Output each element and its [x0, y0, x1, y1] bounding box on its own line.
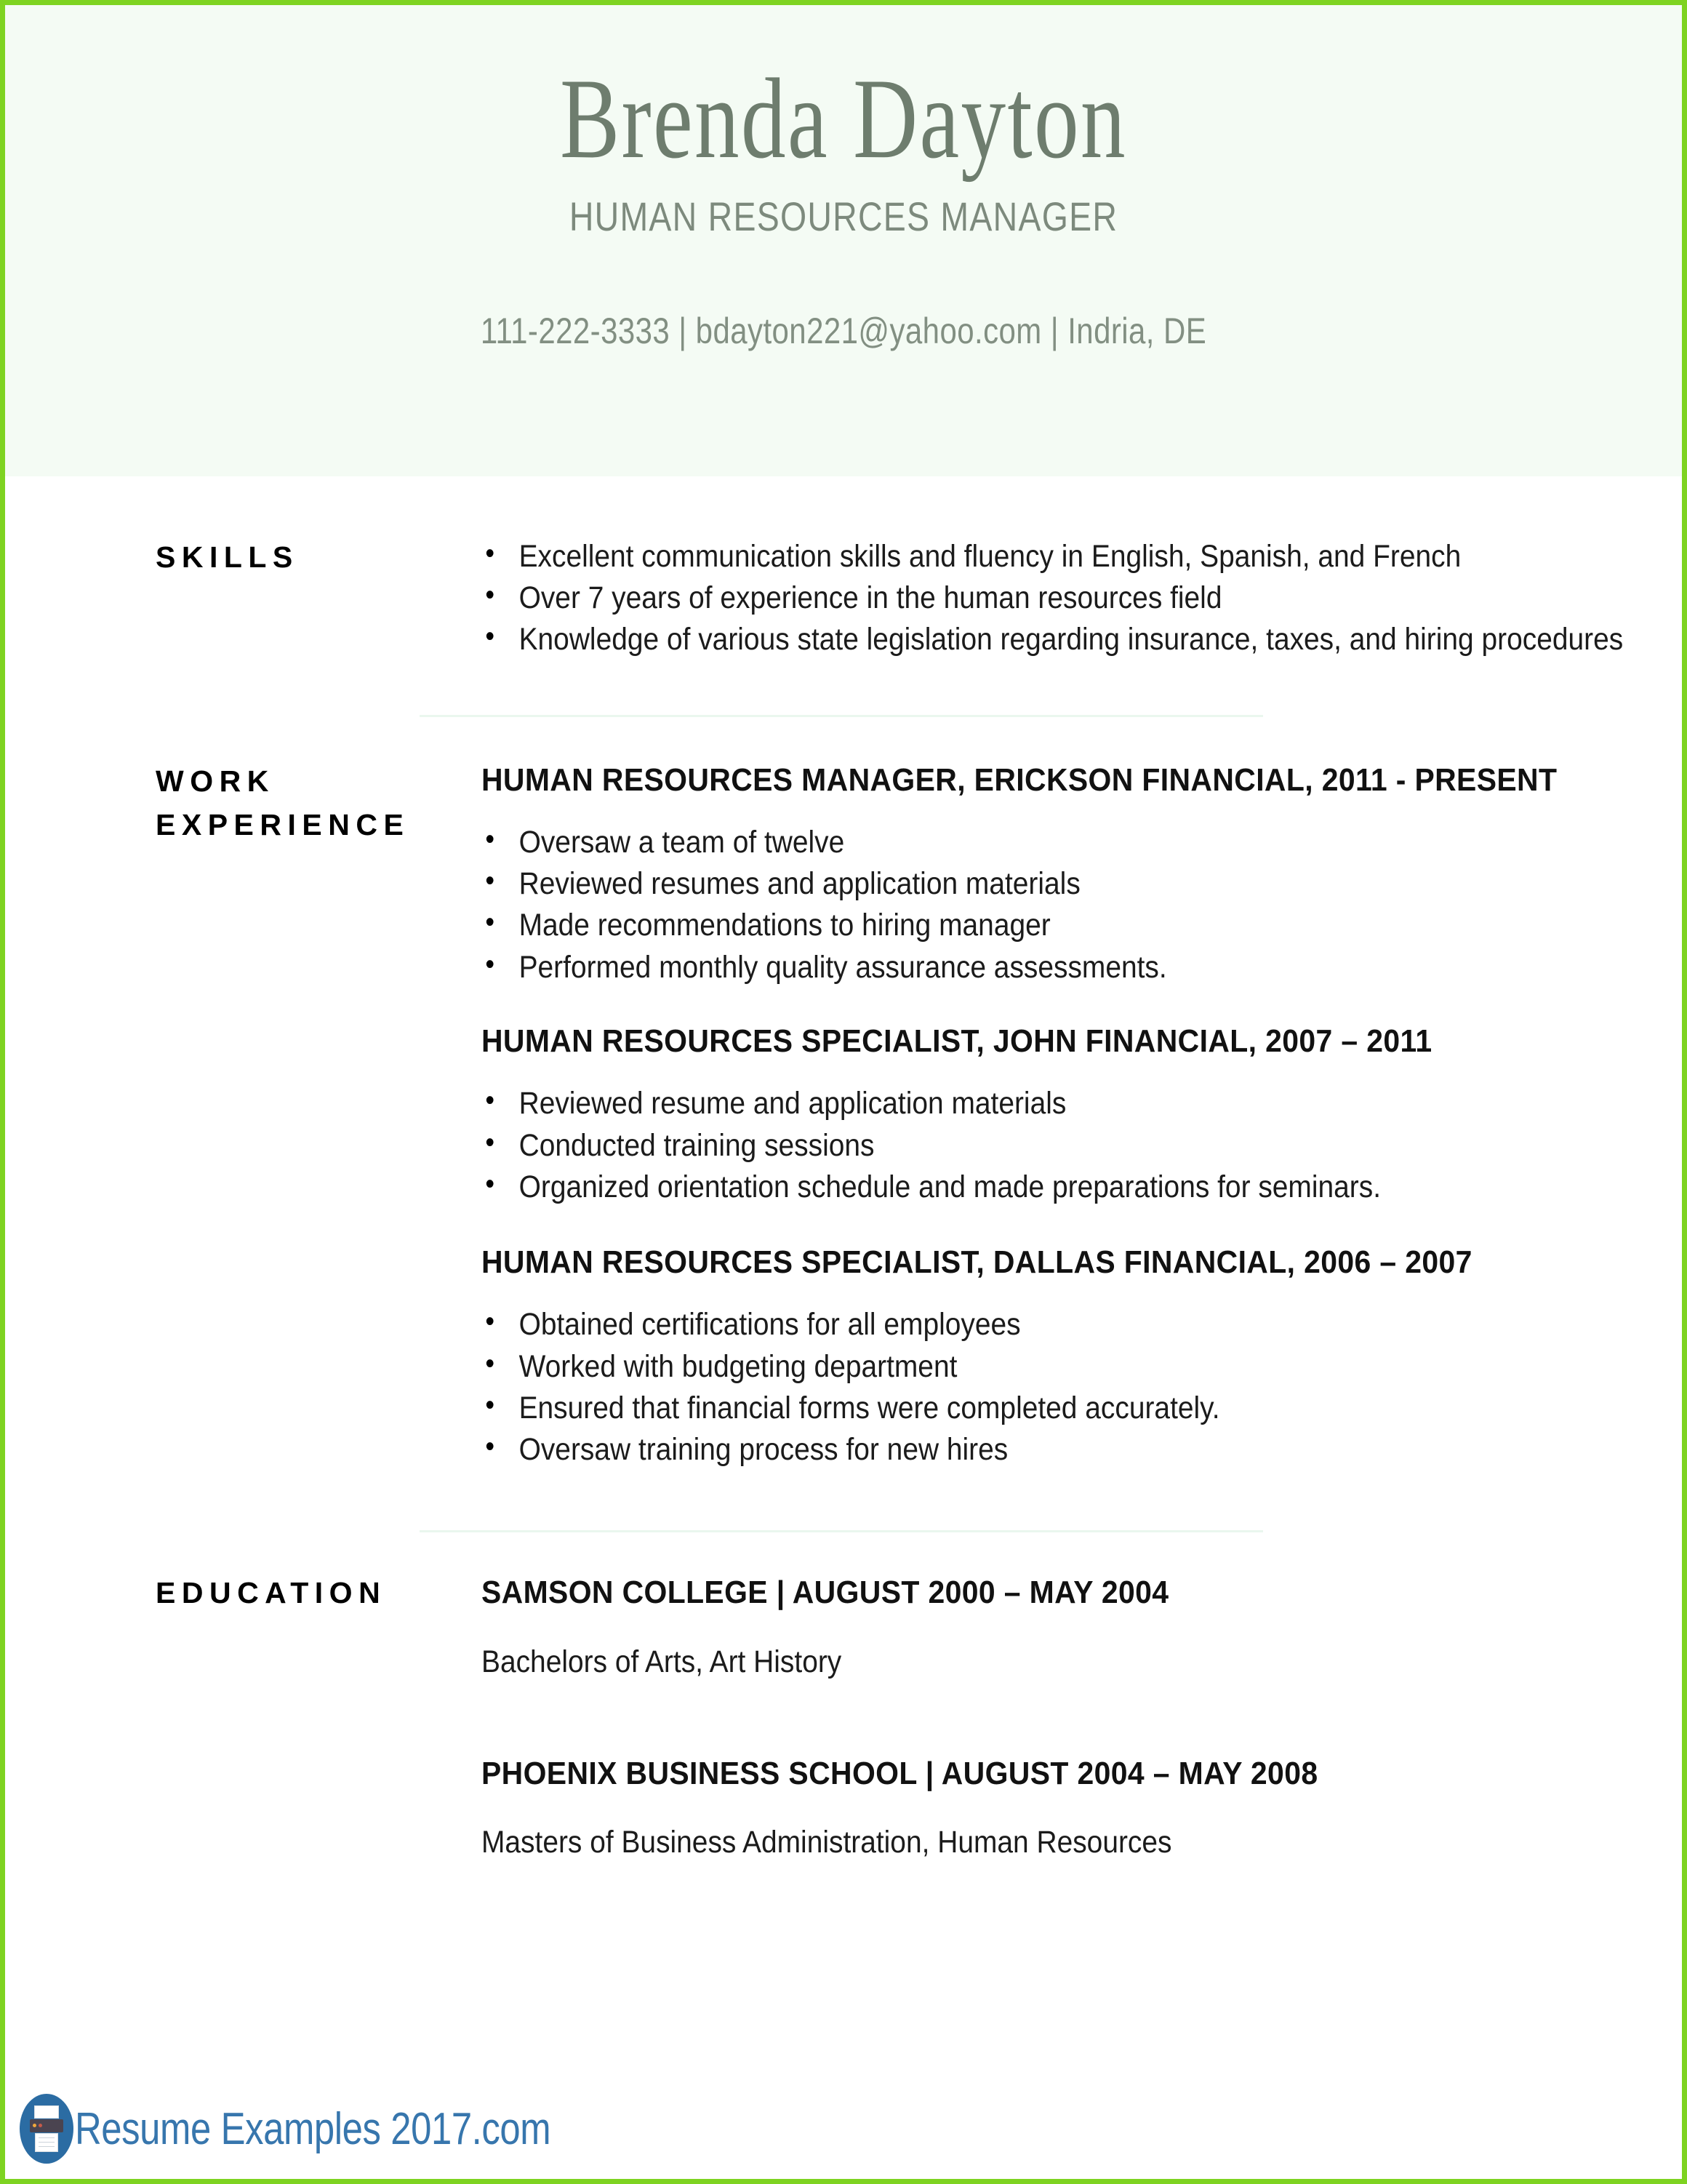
list-item: • Knowledge of various state legislation regarding insurance, taxes, and hiring procedures: [481, 619, 1669, 660]
section-label-line-2: EXPERIENCE: [156, 808, 410, 842]
list-item: • Ensured that financial forms were completed accurately.: [481, 1388, 1669, 1429]
education-entry: [481, 1572, 1637, 1682]
list-item: • Worked with budgeting department: [481, 1346, 1669, 1388]
section-label-work-experience: [5, 759, 481, 847]
section-label-skills: SKILLS: [156, 540, 299, 574]
skills-list: [481, 536, 1637, 661]
candidate-job-title: HUMAN RESOURCES MANAGER: [569, 193, 1118, 239]
printer-icon: [20, 2094, 73, 2164]
work-entry: [481, 759, 1637, 988]
education-entry-detail: Bachelors of Arts, Art History: [481, 1644, 842, 1679]
list-item: • Conducted training sessions: [481, 1125, 1669, 1167]
education-entry-title: SAMSON COLLEGE | AUGUST 2000 – MAY 2004: [481, 1575, 1169, 1611]
footer-watermark[interactable]: [20, 2089, 655, 2169]
education-entry: [481, 1753, 1637, 1863]
skills-content: [481, 536, 1682, 661]
work-content: [481, 759, 1682, 1471]
list-item: • Performed monthly quality assurance assessments.: [481, 947, 1669, 988]
list-item: • Over 7 years of experience in the human resources field: [481, 577, 1669, 619]
footer-brand-text: Resume Examples 2017.com: [75, 2103, 551, 2154]
list-item: • Excellent communication skills and fluency in English, Spanish, and French: [481, 536, 1669, 577]
list-item: • Organized orientation schedule and made preparations for seminars.: [481, 1167, 1669, 1208]
resume-header: [5, 5, 1682, 476]
work-entry-bullets: [481, 822, 1637, 988]
work-entry-title: HUMAN RESOURCES SPECIALIST, DALLAS FINANCIAL, 2006 – 2007: [481, 1244, 1472, 1280]
list-item: • Oversaw training process for new hires: [481, 1429, 1669, 1471]
section-label-line-1: WORK: [156, 764, 275, 798]
section-label-education: EDUCATION: [156, 1576, 387, 1610]
education-entry-detail: Masters of Business Administration, Human Resources: [481, 1825, 1172, 1860]
contact-line: 111-222-3333 | bdayton221@yahoo.com | Indria, DE: [480, 311, 1207, 351]
work-entry-title: HUMAN RESOURCES SPECIALIST, JOHN FINANCIAL, 2007 – 2011: [481, 1023, 1432, 1059]
work-entry: [481, 1241, 1637, 1471]
education-content: [481, 1572, 1682, 1863]
list-item: • Oversaw a team of twelve: [481, 822, 1669, 863]
education-entry-title: PHOENIX BUSINESS SCHOOL | AUGUST 2004 – MAY 2008: [481, 1755, 1318, 1791]
section-skills: [5, 476, 1682, 661]
list-item: • Obtained certifications for all employees: [481, 1304, 1669, 1345]
work-entry-title: HUMAN RESOURCES MANAGER, ERICKSON FINANCIAL, 2011 - PRESENT: [481, 761, 1558, 798]
work-entry-bullets: [481, 1304, 1637, 1471]
section-education: [5, 1532, 1682, 1863]
resume-body: [5, 476, 1682, 1863]
section-work-experience: [5, 717, 1682, 1471]
candidate-name: Brenda Dayton: [560, 55, 1127, 183]
list-item: • Reviewed resumes and application materials: [481, 863, 1669, 905]
work-entry-bullets: [481, 1083, 1637, 1208]
work-entry: [481, 1020, 1637, 1208]
list-item: • Reviewed resume and application materials: [481, 1083, 1669, 1124]
list-item: • Made recommendations to hiring manager: [481, 905, 1669, 946]
